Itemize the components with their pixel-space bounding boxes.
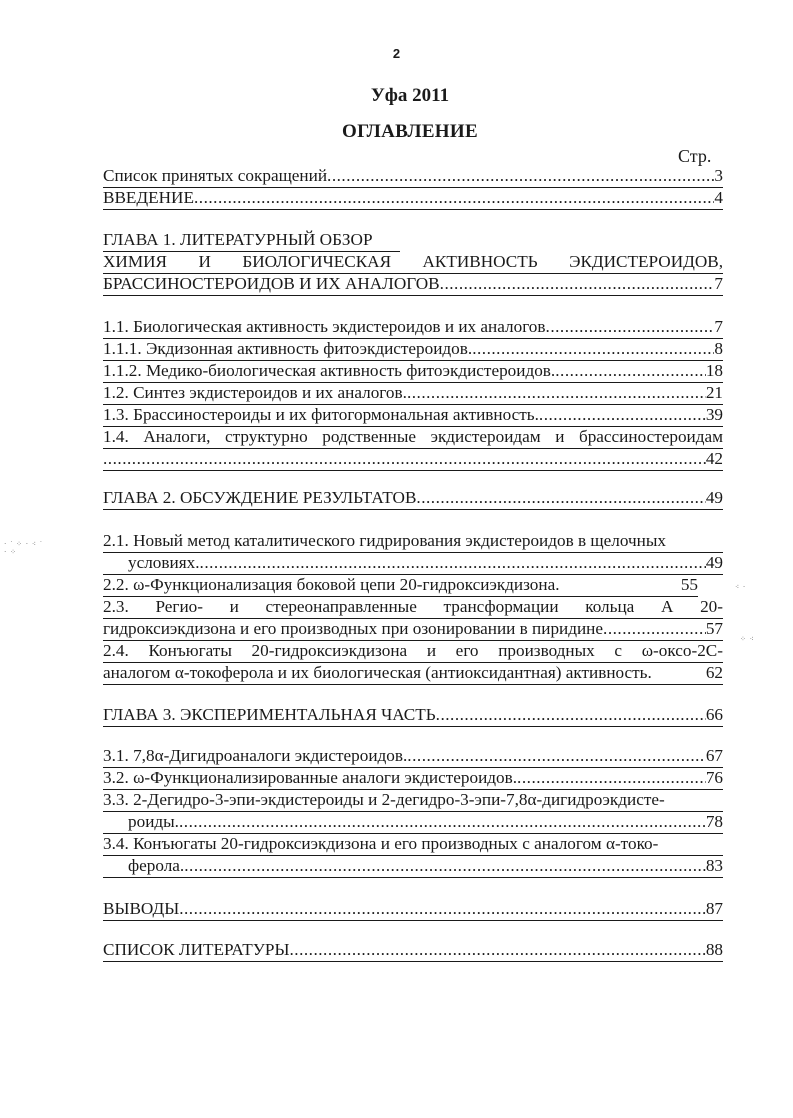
toc-entry-1-1-1[interactable]: 1.1.1. Экдизонная активность фитоэкдистероидов. ..... 8: [103, 338, 723, 361]
toc-entry-chapter3[interactable]: ГЛАВА 3. ЭКСПЕРИМЕНТАЛЬНАЯ ЧАСТЬ ..... 66: [103, 704, 723, 727]
toc-entry-1-4-line2[interactable]: ..... 42: [103, 448, 723, 471]
toc-entry-chapter1-heading[interactable]: ГЛАВА 1. ЛИТЕРАТУРНЫЙ ОБЗОР: [103, 229, 400, 252]
scan-noise-left: · ˙ ⁘ · ⁖ ˙ · ⁘: [4, 540, 44, 556]
city-year: Уфа 2011: [370, 85, 450, 106]
toc-entry-3-3-line2[interactable]: роиды. ..... 78: [103, 811, 723, 834]
toc-entry-3-4-line2[interactable]: ферола. ..... 83: [103, 855, 723, 878]
toc-entry-1-1-2[interactable]: 1.1.2. Медико-биологическая активность фитоэкдистероидов. ..... 18: [103, 360, 723, 383]
toc-entry-chapter2[interactable]: ГЛАВА 2. ОБСУЖДЕНИЕ РЕЗУЛЬТАТОВ ..... 49: [103, 487, 723, 510]
toc-entry-2-3-line1[interactable]: 2.3. Регио- и стереонаправленные трансформации кольца А 20-: [103, 596, 723, 619]
toc-entry-2-1-line1[interactable]: 2.1. Новый метод каталитического гидрирования экдистероидов в щелочных: [103, 530, 723, 553]
page-number: 2: [392, 46, 401, 61]
toc-entry-references[interactable]: СПИСОК ЛИТЕРАТУРЫ ..... 88: [103, 939, 723, 962]
scan-noise-right: ⁖ ·: [735, 583, 747, 591]
toc-entry-chapter1-title-line1[interactable]: ХИМИЯ И БИОЛОГИЧЕСКАЯ АКТИВНОСТЬ ЭКДИСТЕРОИДОВ,: [103, 251, 723, 274]
toc-entry-1-1[interactable]: 1.1. Биологическая активность экдистероидов и их аналогов ..... 7: [103, 316, 723, 339]
toc-entry-1-4-line1[interactable]: 1.4. Аналоги, структурно родственные экдистероидам и брассиностероидам: [103, 426, 723, 449]
toc-entry-chapter1-title-line2[interactable]: БРАССИНОСТЕРОИДОВ И ИХ АНАЛОГОВ ..... 7: [103, 273, 723, 296]
toc-entry-3-3-line1[interactable]: 3.3. 2-Дегидро-3-эпи-экдистероиды и 2-дегидро-3-эпи-7,8α-дигидроэкдисте-: [103, 789, 723, 812]
scan-noise-right-2: ⁘ ⁖: [740, 635, 755, 643]
toc-entry-2-4-line1[interactable]: 2.4. Конъюгаты 20-гидроксиэкдизона и его производных с ω-оксо-2С-: [103, 640, 723, 663]
toc-entry-conclusions[interactable]: ВЫВОДЫ ..... 87: [103, 898, 723, 921]
toc-entry-3-4-line1[interactable]: 3.4. Конъюгаты 20-гидроксиэкдизона и его производных с аналогом α-токо-: [103, 833, 723, 856]
toc-entry-abbreviations[interactable]: Список принятых сокращений ..... 3: [103, 165, 723, 188]
toc-entry-2-3-line2[interactable]: гидроксиэкдизона и его производных при озонировании в пиридине ..... 57: [103, 618, 723, 641]
toc-entry-3-1[interactable]: 3.1. 7,8α-Дигидроаналоги экдистероидов. ..... 67: [103, 745, 723, 768]
page-column-label: Стр.: [678, 146, 712, 166]
toc-entry-introduction[interactable]: ВВЕДЕНИЕ ..... 4: [103, 187, 723, 210]
toc-entry-1-2[interactable]: 1.2. Синтез экдистероидов и их аналогов. ..... 21: [103, 382, 723, 405]
toc-entry-1-3[interactable]: 1.3. Брассиностероиды и их фитогормональная активность. ..... 39: [103, 404, 723, 427]
toc-entry-3-2[interactable]: 3.2. ω-Функционализированные аналоги экдистероидов. ..... 76: [103, 767, 723, 790]
toc-entry-2-4-line2[interactable]: аналогом α-токоферола и их биологическая (антиоксидантная) активность. 62: [103, 662, 723, 685]
toc-entry-2-2[interactable]: 2.2. ω-Функционализация боковой цепи 20-гидроксиэкдизона. 55: [103, 574, 698, 597]
toc-entry-2-1-line2[interactable]: условиях. ..... 49: [103, 552, 723, 575]
page-title: ОГЛАВЛЕНИЕ: [342, 121, 478, 142]
